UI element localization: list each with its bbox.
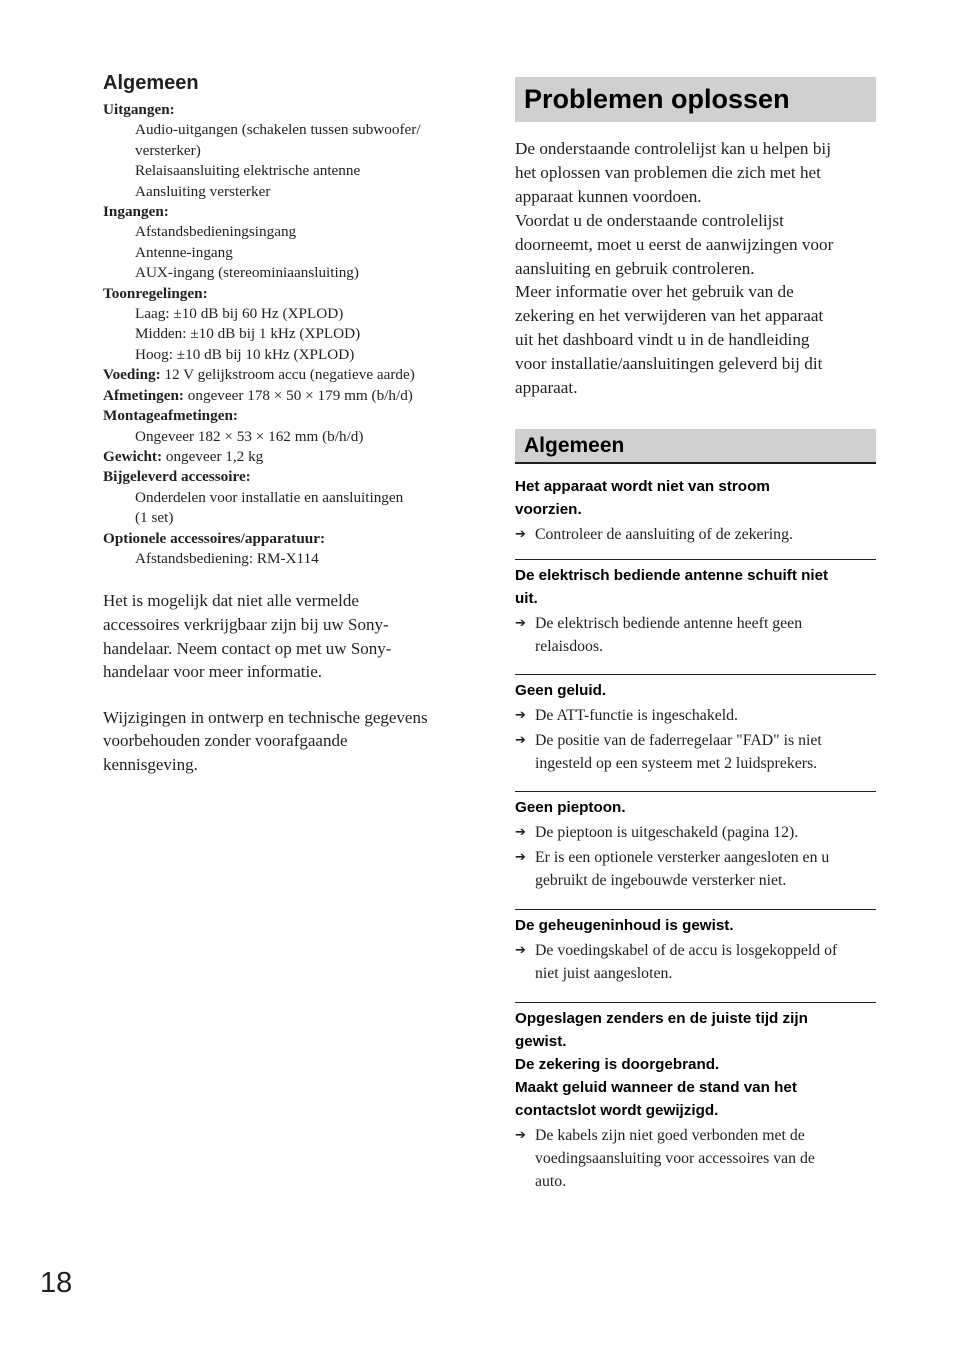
spec-label: Toonregelingen: <box>103 284 208 302</box>
problem-title: Het apparaat wordt niet van stroom voorzien. <box>515 478 770 518</box>
specifications-column <box>103 70 463 777</box>
problem-title: Geen geluid. <box>515 682 607 699</box>
solution-item <box>515 704 876 727</box>
spec-item: Hoog: ±10 dB bij 10 kHz (XPLOD) <box>135 345 355 363</box>
solution-item <box>515 821 876 844</box>
spec-item: Antenne-ingang <box>135 243 233 261</box>
spec-item: Onderdelen voor installatie en aansluitingen <box>135 488 404 506</box>
spec-label: Bijgeleverd accessoire: <box>103 468 251 486</box>
availability-note: Het is mogelijk dat niet alle vermelde accessoires verkrijgbaar zijn bij uw Sony- handelaar. Neem contact op met uw Sony- handelaar voor meer informatie. <box>103 591 392 682</box>
spec-row <box>103 447 463 467</box>
section-heading-bar <box>515 429 876 464</box>
spec-row <box>103 386 463 406</box>
divider-rule <box>515 559 876 560</box>
spec-value: ongeveer 1,2 kg <box>162 447 264 465</box>
spec-row <box>103 284 463 304</box>
solution-item <box>515 939 876 985</box>
spec-item: Audio-uitgangen (schakelen tussen subwoofer/ <box>135 121 421 139</box>
problem-title: De geheugeninhoud is gewist. <box>515 917 734 934</box>
arrow-icon: ➔ <box>515 825 526 840</box>
solution-text: De positie van de faderregelaar "FAD" is niet ingesteld op een systeem met 2 luidsprekers. <box>535 732 822 772</box>
spec-item: versterker) <box>135 141 201 159</box>
section-heading: Algemeen <box>524 433 625 457</box>
problem-item <box>515 1002 876 1193</box>
solution-text: De voedingskabel of de accu is losgekoppeld of niet juist aangesloten. <box>535 942 838 982</box>
solution-item <box>515 523 876 546</box>
solution-item <box>515 612 876 658</box>
solution-text: De pieptoon is uitgeschakeld (pagina 12). <box>535 824 799 841</box>
changes-note: Wijzigingen in ontwerp en technische gegevens voorbehouden zonder voorafgaande kennisgeving. <box>103 707 428 774</box>
spec-item: Relaisaansluiting elektrische antenne <box>135 162 361 180</box>
solution-item <box>515 729 876 775</box>
divider-rule <box>515 674 876 675</box>
divider-rule <box>515 791 876 792</box>
problem-item <box>515 470 876 546</box>
arrow-icon: ➔ <box>515 850 526 865</box>
arrow-icon: ➔ <box>515 708 526 723</box>
spec-label: Gewicht: <box>103 447 163 465</box>
spec-item: Afstandsbedieningsingang <box>135 223 297 241</box>
problem-item <box>515 791 876 892</box>
spec-item: Laag: ±10 dB bij 60 Hz (XPLOD) <box>135 305 344 323</box>
solution-item <box>515 1124 876 1193</box>
spec-item: Ongeveer 182 × 53 × 162 mm (b/h/d) <box>135 427 364 445</box>
spec-row <box>103 202 463 222</box>
solution-text: Controleer de aansluiting of de zekering. <box>535 526 793 543</box>
arrow-icon: ➔ <box>515 943 526 958</box>
specs-list <box>103 100 463 569</box>
spec-row <box>103 467 463 487</box>
arrow-icon: ➔ <box>515 616 526 631</box>
spec-row <box>103 100 463 120</box>
problem-item <box>515 559 876 658</box>
spec-row <box>103 365 463 385</box>
troubleshooting-title-bar <box>515 77 876 122</box>
divider-rule <box>515 1002 876 1003</box>
intro-paragraph: De onderstaande controlelijst kan u helpen bij het oplossen van problemen die zich met het apparaat kunnen voordoen. Voordat u de onderstaande controlelijst doorneemt, moet u eerst de aanwijzingen voor aansluiting en gebruik controleren. Meer informatie over het gebruik van de zekering en het verwijderen van het apparaat uit het dashboard vindt u in de handleiding voor installatie/aansluitingen geleverd bij dit apparaat. <box>515 139 834 398</box>
spec-item: Aansluiting versterker <box>135 182 271 200</box>
spec-item: (1 set) <box>135 509 174 527</box>
spec-label: Afmetingen: <box>103 386 184 404</box>
arrow-icon: ➔ <box>515 1128 526 1143</box>
spec-row <box>103 529 463 549</box>
spec-label: Uitgangen: <box>103 101 175 118</box>
spec-value: ongeveer 178 × 50 × 179 mm (b/h/d) <box>183 386 413 404</box>
problem-item <box>515 674 876 775</box>
problem-title: Geen pieptoon. <box>515 799 626 816</box>
spec-value: 12 V gelijkstroom accu (negatieve aarde) <box>160 366 415 384</box>
problem-title: De elektrisch bediende antenne schuift niet uit. <box>515 567 829 607</box>
spec-item: Midden: ±10 dB bij 1 kHz (XPLOD) <box>135 325 361 343</box>
specs-heading: Algemeen <box>103 72 199 94</box>
spec-item: Afstandsbediening: RM-X114 <box>135 549 319 567</box>
spec-label: Montageafmetingen: <box>103 407 238 425</box>
solution-text: De kabels zijn niet goed verbonden met de voedingsaansluiting voor accessoires van de auto. <box>535 1127 815 1190</box>
arrow-icon: ➔ <box>515 733 526 748</box>
solution-text: De elektrisch bediende antenne heeft geen relaisdoos. <box>535 615 803 655</box>
problem-item <box>515 909 876 985</box>
page-title: Problemen oplossen <box>524 84 790 114</box>
arrow-icon: ➔ <box>515 527 526 542</box>
page-number: 18 <box>40 1267 73 1299</box>
spec-row <box>103 406 463 426</box>
spec-item: AUX-ingang (stereominiaansluiting) <box>135 264 359 282</box>
spec-label: Voeding: <box>103 366 161 384</box>
spec-label: Optionele accessoires/apparatuur: <box>103 529 326 547</box>
solution-text: Er is een optionele versterker aangesloten en u gebruikt de ingebouwde versterker niet. <box>535 849 830 889</box>
spec-label: Ingangen: <box>103 203 169 221</box>
problem-title: Opgeslagen zenders en de juiste tijd zijn gewist. De zekering is doorgebrand. Maakt geluid wanneer de stand van het contactslot wordt gewijzigd. <box>515 1010 808 1119</box>
troubleshooting-column <box>515 77 876 1190</box>
solution-item <box>515 846 876 892</box>
divider-rule <box>515 909 876 910</box>
solution-text: De ATT-functie is ingeschakeld. <box>535 707 738 724</box>
